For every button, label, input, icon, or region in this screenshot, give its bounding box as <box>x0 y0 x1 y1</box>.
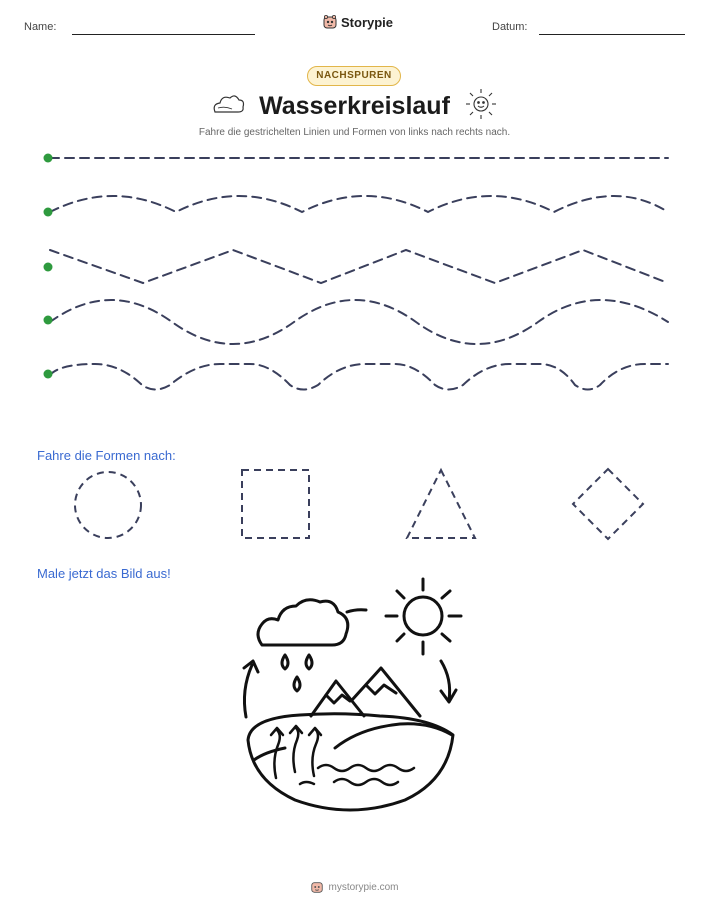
trace-line-wave[interactable] <box>50 300 668 344</box>
trace-line-zigzag[interactable] <box>50 250 668 283</box>
footer-url[interactable]: mystorypie.com <box>328 881 399 893</box>
shapes-section-label: Fahre die Formen nach: <box>37 448 176 463</box>
start-dot <box>44 208 53 217</box>
cloud-icon <box>214 96 243 112</box>
footer <box>0 880 709 894</box>
raindrop-icons <box>282 655 312 691</box>
instructions-text: Fahre die gestrichelten Linien und Formen von links nach rechts nach. <box>198 127 511 138</box>
category-badge: NACHSPUREN <box>307 66 401 86</box>
start-dot <box>44 370 53 379</box>
trace-shape-triangle[interactable] <box>407 470 475 538</box>
trace-shape-circle[interactable] <box>75 472 141 538</box>
water-cycle-illustration[interactable] <box>244 579 461 810</box>
start-dot <box>44 263 53 272</box>
start-dot <box>44 316 53 325</box>
water-waves <box>300 765 414 785</box>
trace-shape-diamond[interactable] <box>573 469 643 539</box>
start-dot <box>44 154 53 163</box>
date-label: Datum: <box>492 21 528 33</box>
evaporation-arrows <box>271 726 321 778</box>
trace-shape-square[interactable] <box>242 470 309 538</box>
sun-drawing-icon <box>386 579 461 654</box>
trace-line-gentle-wave[interactable] <box>50 196 668 212</box>
storypie-mascot-icon <box>310 880 324 894</box>
page-title: Wasserkreislauf <box>259 92 450 120</box>
trace-line-scallop[interactable] <box>50 364 668 390</box>
brand-name: Storypie <box>341 14 394 30</box>
cloud-drawing-icon <box>258 600 348 645</box>
sun-icon <box>466 89 496 119</box>
mountains-icon <box>311 668 420 716</box>
coloring-section-label: Male jetzt das Bild aus! <box>37 566 171 581</box>
name-label: Name: <box>24 21 57 33</box>
